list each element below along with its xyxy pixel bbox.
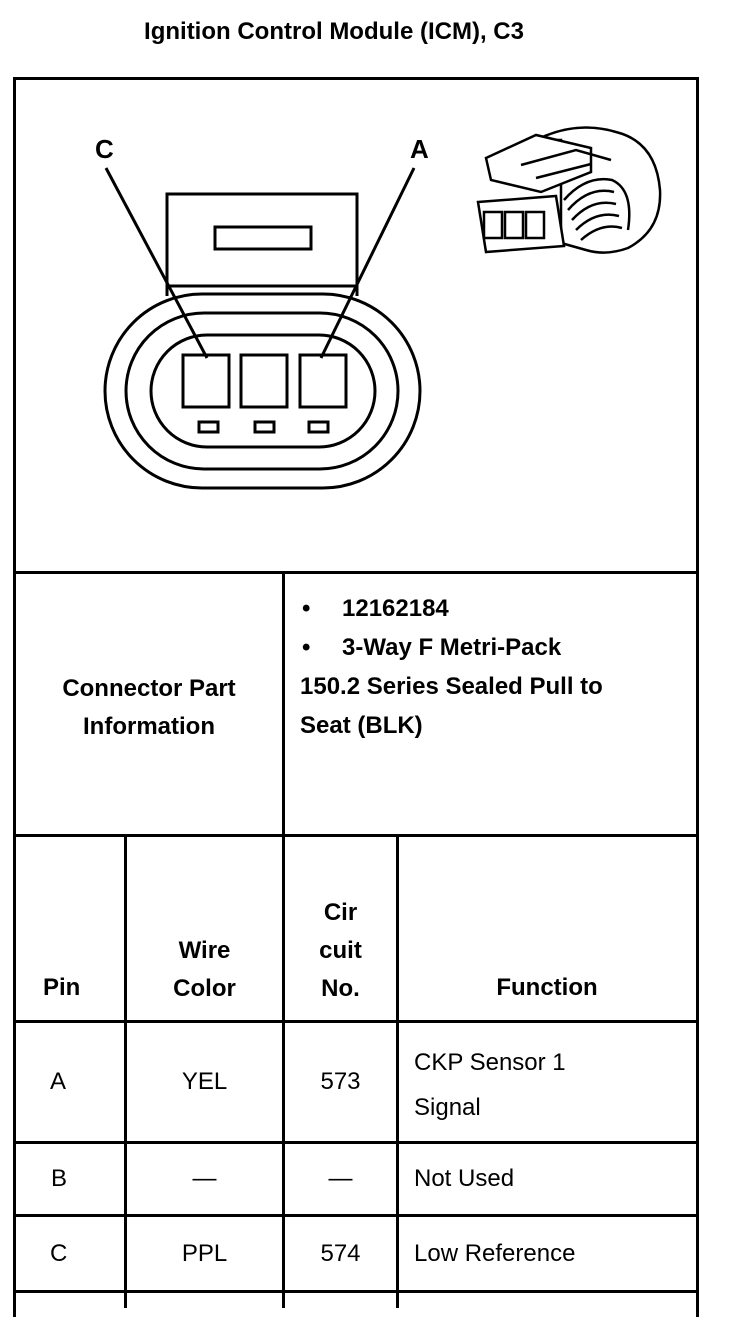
divider <box>13 1020 699 1023</box>
divider <box>13 1290 699 1293</box>
part-number: • 12162184 <box>300 589 695 628</box>
connector-inner-face <box>151 335 375 447</box>
part-info-bullets <box>300 589 695 667</box>
row-c-function: Low Reference <box>414 1240 576 1267</box>
row-b-circuit: — <box>328 1165 353 1192</box>
connector-key <box>199 422 218 432</box>
header-circuit-number: Cir cuit No. <box>319 899 362 1002</box>
pin-cavity-a <box>300 355 346 407</box>
header-pin: Pin <box>43 974 81 1001</box>
row-b-function: Not Used <box>414 1165 515 1192</box>
pin-label-a: A <box>410 134 429 164</box>
row-a-function: CKP Sensor 1 Signal <box>414 1049 566 1121</box>
connector-key <box>255 422 274 432</box>
divider <box>13 571 699 574</box>
row-a-circuit: 573 <box>320 1068 361 1095</box>
row-b-color: — <box>192 1165 217 1192</box>
part-info-value: • 12162184 • 3-Way F Metri-Pack 150.2 Series Sealed Pull to Seat (BLK) <box>300 589 695 745</box>
page-title: Ignition Control Module (ICM), C3 <box>144 18 524 45</box>
part-info-label: Connector Part Information <box>62 675 236 740</box>
header-function: Function <box>496 974 598 1001</box>
divider <box>13 1141 699 1144</box>
connector-latch-housing <box>167 194 357 296</box>
divider <box>13 1214 699 1217</box>
connector-3d-view <box>478 128 660 253</box>
row-c-pin: C <box>50 1240 68 1267</box>
row-b-pin: B <box>51 1165 68 1192</box>
pin-label-c: C <box>95 134 114 164</box>
row-a-color: YEL <box>181 1068 228 1095</box>
row-c-circuit: 574 <box>320 1240 361 1267</box>
pin-cavity-b <box>241 355 287 407</box>
row-a-pin: A <box>50 1068 67 1095</box>
connector-diagram <box>16 80 696 572</box>
divider <box>396 834 399 1308</box>
connector-type: • 3-Way F Metri-Pack <box>300 628 695 667</box>
header-wire-color: Wire Color <box>173 937 236 1002</box>
pin-cavity-c <box>183 355 229 407</box>
row-c-color: PPL <box>181 1240 228 1267</box>
connector-key <box>309 422 328 432</box>
divider <box>13 834 699 837</box>
